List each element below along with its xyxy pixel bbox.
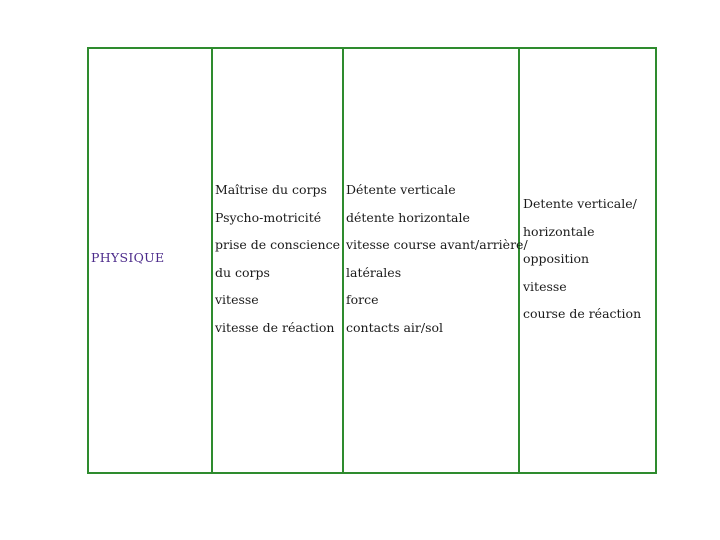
qualities-list (346, 176, 528, 342)
table-column-objectives (213, 49, 344, 472)
list-item: course de réaction (523, 306, 642, 322)
list-item: Détente verticale (346, 182, 456, 197)
list-item: détente horizontale (346, 209, 470, 225)
category-label: PHYSIQUE (91, 250, 165, 265)
exercises-list (523, 190, 641, 328)
content-table (87, 47, 657, 474)
list-item: du corps (215, 264, 270, 280)
list-item: latérales (346, 264, 402, 280)
list-item: horizontale (523, 223, 595, 239)
table-column-qualities (344, 49, 528, 472)
list-item: prise de conscience (215, 237, 340, 253)
list-item: Detente verticale/ (523, 196, 637, 211)
list-item: vitesse de réaction (215, 319, 335, 335)
list-item: contacts air/sol (346, 319, 444, 335)
list-item: Psycho-motricité (215, 209, 322, 225)
table-column-category (89, 49, 213, 472)
list-item: Maîtrise du corps (215, 182, 327, 197)
table-column-exercises (520, 49, 655, 472)
list-item: vitesse course avant/arrière/ (346, 237, 528, 253)
list-item: force (346, 292, 379, 308)
objectives-list (215, 176, 340, 342)
list-item: vitesse (523, 278, 567, 294)
list-item: opposition (523, 251, 590, 267)
list-item: vitesse (215, 292, 259, 308)
